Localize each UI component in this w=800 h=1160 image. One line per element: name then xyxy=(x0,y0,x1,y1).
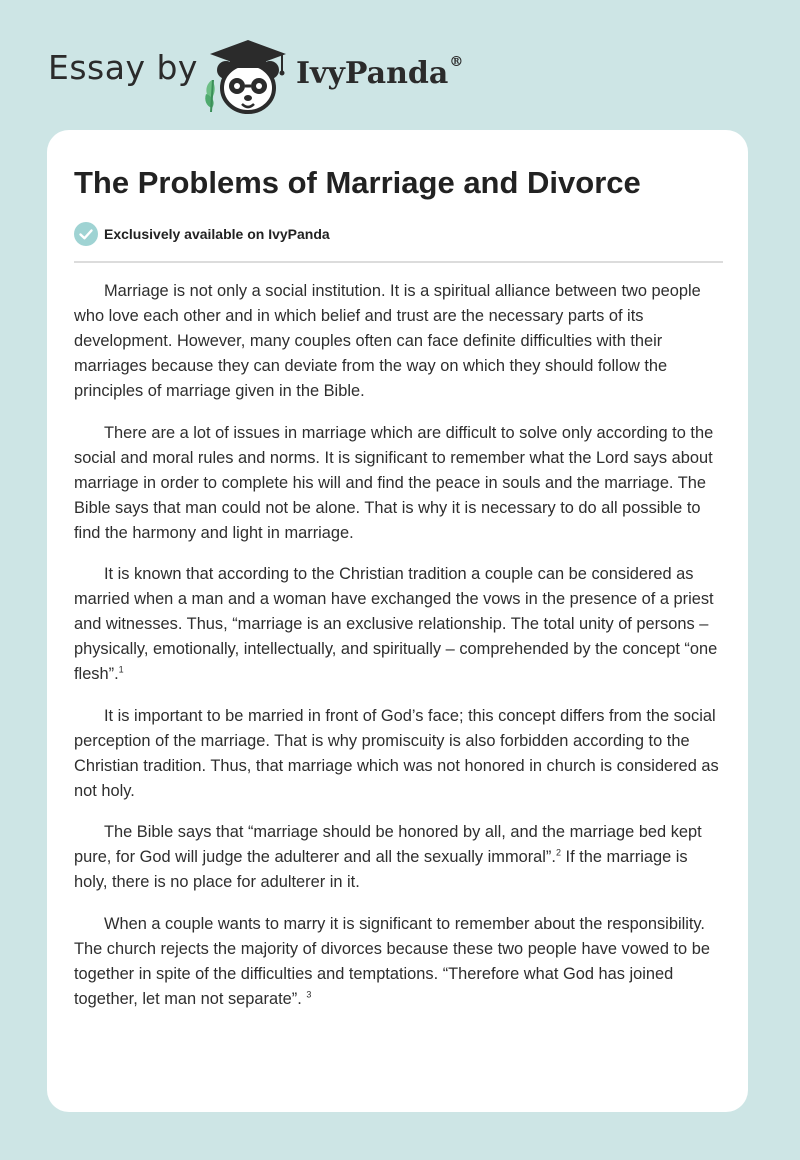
paragraph: It is important to be married in front of God’s face; this concept differs from the social perception of the marriage. That is why promiscuity is also forbidden according to the Christian tradition. Thus, that marriage which was not honored in church is considered as not holy. xyxy=(74,706,719,800)
site-header xyxy=(48,28,548,114)
essay-card xyxy=(47,130,748,1112)
article-body xyxy=(74,279,724,1028)
page-title: The Problems of Marriage and Divorce xyxy=(74,165,641,200)
paragraph: It is known that according to the Christian tradition a couple can be considered as married when a man and a woman have exchanged the vows in the presence of a priest and witnesses. Thus, “marriage is an exclusive relationship. The total unity of persons – physically, emotionally, intellectually, and spiritually – comprehended by the concept “one flesh”.$^1$ xyxy=(74,565,718,683)
essay-by-label: Essay by xyxy=(48,48,198,87)
paragraph: There are a lot of issues in marriage which are difficult to solve only according to the social and moral rules and norms. It is significant to remember what the Lord says about marriage in order to complete his will and find the peace in souls and the marriage. The Bible says that man could not be alone. That is why it is necessary to do all possible to find the harmony and light in marriage. xyxy=(74,423,714,542)
check-circle-icon xyxy=(74,222,98,246)
exclusive-badge-label: Exclusively available on IvyPanda xyxy=(104,226,330,242)
exclusive-badge xyxy=(74,222,330,246)
paragraph: When a couple wants to marry it is significant to remember about the responsibility. The church rejects the majority of divorces because these two people have vowed to be together in spite of the difficulties and temptations. “Therefore what God has joined together, let man not separate”. $^3$ xyxy=(74,914,710,1008)
footnote-ref[interactable]: 2 xyxy=(555,847,561,858)
brand-name[interactable]: IvyPanda® xyxy=(296,54,464,91)
divider xyxy=(74,261,723,263)
paragraph: Marriage is not only a social institution. It is a spiritual alliance between two people who love each other and in which belief and trust are the necessary parts of its development. However, many couples often can face definite difficulties with their marriages because they can deviate from the way on which they should follow the principles of marriage given in the Bible. xyxy=(74,282,701,400)
footnote-ref[interactable]: 3 xyxy=(306,989,312,1000)
paragraph: The Bible says that “marriage should be honored by all, and the marriage bed kept pure, for God will judge the adulterer and all the sexually immoral”.$^2$ If the marriage is holy, there is no place for adulterer in it. xyxy=(74,823,702,891)
footnote-ref[interactable]: 1 xyxy=(118,664,124,675)
panda-graduate-icon[interactable] xyxy=(202,36,292,116)
